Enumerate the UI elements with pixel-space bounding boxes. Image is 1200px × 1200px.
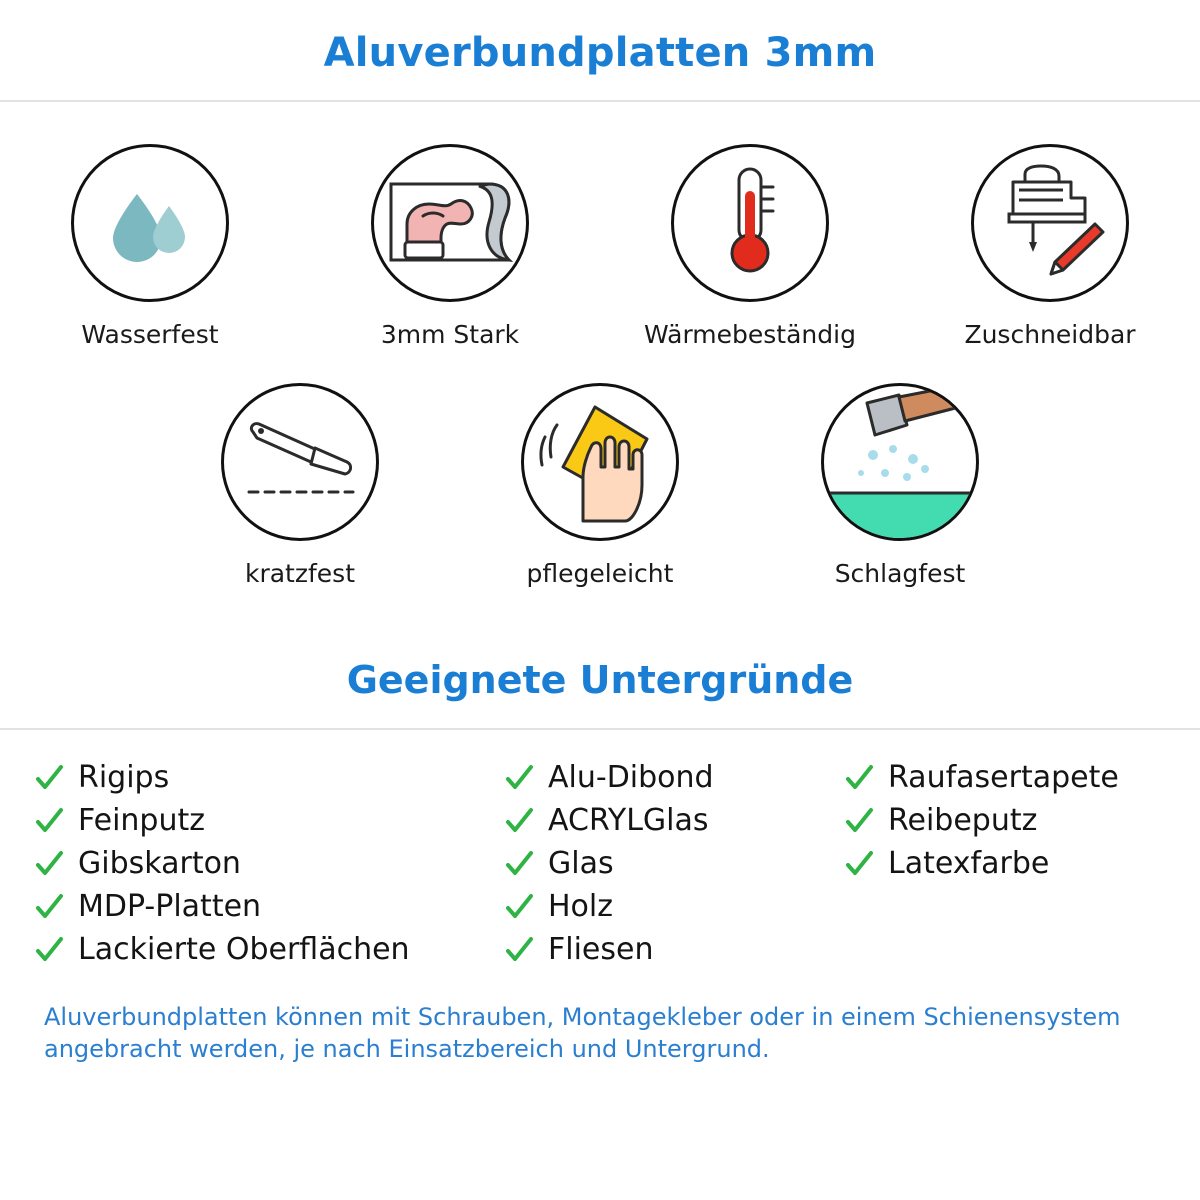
feature-icon-circle [821, 383, 979, 541]
substrates-columns [0, 730, 1200, 971]
jigsaw-cutter-icon [985, 156, 1115, 290]
feature-label: Zuschneidbar [964, 320, 1136, 349]
knife-scratch-icon [235, 400, 365, 524]
substrates-column-3 [844, 756, 1166, 971]
list-item [504, 799, 844, 842]
list-item [34, 928, 504, 971]
list-item-label: Lackierte Oberflächen [78, 932, 410, 967]
check-icon [844, 763, 874, 793]
check-icon [504, 806, 534, 836]
list-item-label: Glas [548, 846, 614, 881]
features-row-1 [0, 144, 1200, 349]
feature-schlagfest [750, 383, 1050, 588]
list-item [34, 799, 504, 842]
feature-pflegeleicht [450, 383, 750, 588]
check-icon [504, 763, 534, 793]
feature-label: Wasserfest [81, 320, 219, 349]
substrates-column-1 [34, 756, 504, 971]
hand-cloth-wipe-icon [521, 383, 679, 541]
footnote-text: Aluverbundplatten können mit Schrauben, Montagekleber oder in einem Schienensystem angebracht werden, je nach Einsatzbereich und Untergrund. [44, 1003, 1121, 1064]
feature-icon-circle [671, 144, 829, 302]
list-item-label: Gibskarton [78, 846, 241, 881]
check-icon [504, 849, 534, 879]
list-item [34, 756, 504, 799]
list-item-label: Feinputz [78, 803, 205, 838]
list-item [844, 799, 1166, 842]
check-icon [34, 849, 64, 879]
list-item [504, 928, 844, 971]
substrates-title: Geeignete Untergründe [346, 658, 854, 702]
list-item-label: Rigips [78, 760, 170, 795]
flexing-arm-icon [371, 144, 529, 302]
list-item [34, 842, 504, 885]
feature-icon-circle [521, 383, 679, 541]
list-item-label: Fliesen [548, 932, 654, 967]
feature-3mm-stark [300, 144, 600, 349]
page-title: Aluverbundplatten 3mm [323, 30, 877, 76]
check-icon [844, 849, 874, 879]
feature-icon-circle [971, 144, 1129, 302]
features-section [0, 102, 1200, 588]
check-icon [504, 935, 534, 965]
list-item [34, 885, 504, 928]
list-item-label: ACRYLGlas [548, 803, 709, 838]
feature-icon-circle [71, 144, 229, 302]
list-item [504, 842, 844, 885]
list-item-label: Raufasertapete [888, 760, 1119, 795]
feature-label: Wärmebeständig [644, 320, 856, 349]
check-icon [34, 763, 64, 793]
feature-zuschneidbar [900, 144, 1200, 349]
check-icon [34, 892, 64, 922]
list-item-label: Latexfarbe [888, 846, 1050, 881]
list-item [844, 842, 1166, 885]
list-item-label: MDP-Platten [78, 889, 262, 924]
hammer-impact-icon [821, 383, 979, 541]
feature-kratzfest [150, 383, 450, 588]
check-icon [34, 935, 64, 965]
list-item [844, 756, 1166, 799]
feature-label: Schlagfest [834, 559, 966, 588]
substrates-column-2 [504, 756, 844, 971]
feature-label: 3mm Stark [380, 320, 520, 349]
check-icon [844, 806, 874, 836]
feature-label: pflegeleicht [526, 559, 674, 588]
check-icon [34, 806, 64, 836]
check-icon [504, 892, 534, 922]
feature-label: kratzfest [244, 559, 355, 588]
feature-waermebestaendig [600, 144, 900, 349]
list-item-label: Reibeputz [888, 803, 1038, 838]
list-item-label: Holz [548, 889, 613, 924]
water-drops-icon [95, 166, 205, 280]
list-item-label: Alu-Dibond [548, 760, 714, 795]
feature-icon-circle [371, 144, 529, 302]
feature-wasserfest [0, 144, 300, 349]
features-row-2 [0, 349, 1200, 588]
list-item [504, 885, 844, 928]
thermometer-icon [695, 161, 805, 285]
list-item [504, 756, 844, 799]
feature-icon-circle [221, 383, 379, 541]
